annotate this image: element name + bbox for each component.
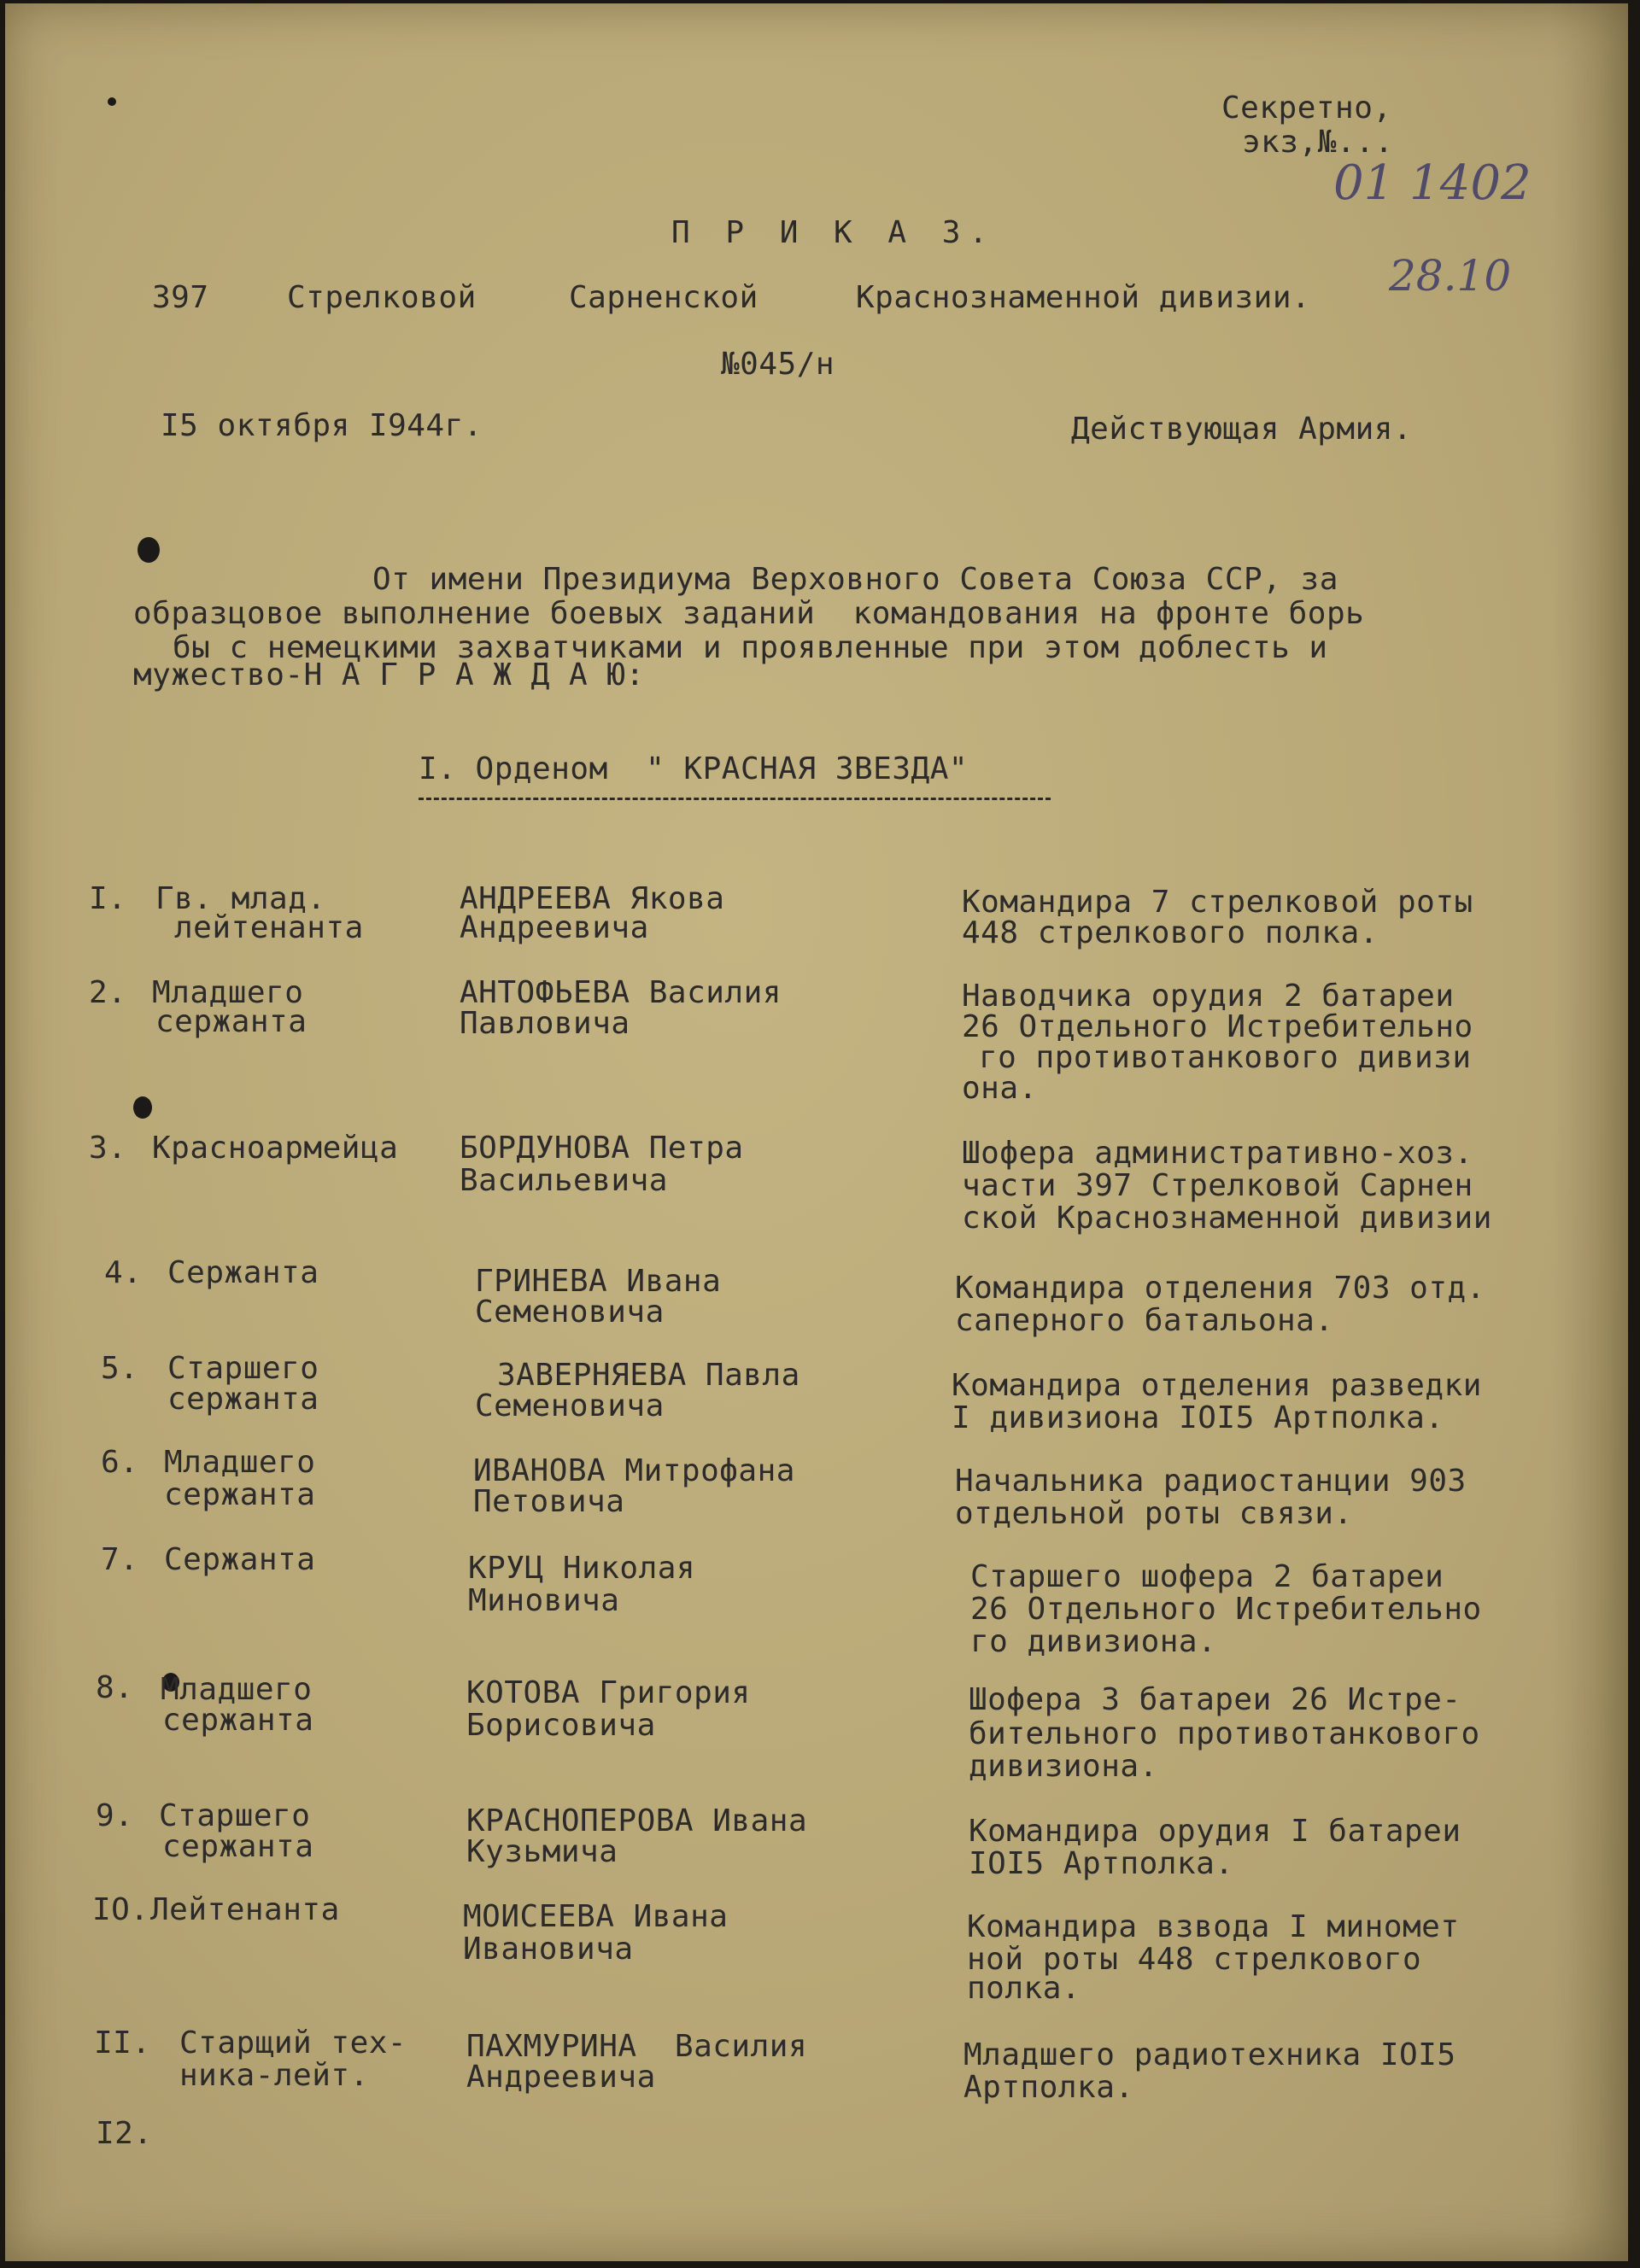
award-name-line: Миновича	[468, 1583, 620, 1618]
award-rank-line: лейтенанта	[174, 910, 364, 945]
award-number: 6.	[101, 1445, 139, 1480]
award-position-line: Командира орудия I батареи	[969, 1814, 1461, 1849]
award-rank-line: сержанта	[162, 1703, 314, 1738]
award-number: 5.	[101, 1351, 139, 1386]
award-number: IO.	[92, 1892, 149, 1927]
award-rank-line: Старщий тех-	[179, 2025, 407, 2060]
award-rank-line: сержанта	[164, 1477, 316, 1512]
order-date: I5 октября I944г.	[161, 408, 483, 443]
award-name-line: КРУЦ Николая	[468, 1551, 696, 1586]
award-position-line: Командира отделения разведки	[952, 1368, 1482, 1403]
award-name-line: АНДРЕЕВА Якова	[460, 881, 725, 916]
award-position-line: Артполка.	[964, 2070, 1134, 2105]
award-position-line: ской Краснознаменной дивизии	[962, 1201, 1492, 1236]
award-position-line: Наводчика орудия 2 батареи	[962, 979, 1455, 1014]
award-rank-line: Гв. млад.	[155, 881, 326, 916]
award-number: 9.	[96, 1798, 134, 1833]
award-position-line: саперного батальона.	[955, 1303, 1334, 1338]
award-rank-line: Сержанта	[167, 1255, 319, 1290]
award-name-line: КРАСНОПЕРОВА Ивана	[466, 1803, 808, 1838]
award-number: I.	[89, 881, 127, 916]
preamble-line-3: бы с немецкими захватчиками и проявленные при этом доблесть и	[173, 630, 1328, 665]
order-place: Действующая Армия.	[1071, 412, 1413, 447]
section-heading-underline	[419, 798, 1051, 800]
award-rank-line: сержанта	[162, 1829, 314, 1864]
division-word-3: Краснознаменной дивизии.	[856, 280, 1311, 315]
award-rank-line: Младшего	[161, 1672, 313, 1707]
award-name-line: БОРДУНОВА Петра	[460, 1131, 744, 1166]
award-rank-line: сержанта	[167, 1382, 319, 1417]
award-name-line: Андреевича	[460, 910, 649, 945]
award-position-line: го противотанкового дивизи	[979, 1040, 1472, 1075]
award-position-line: Командира взвода I миномет	[967, 1909, 1460, 1944]
award-position-line: Командира 7 стрелковой роты	[962, 885, 1473, 920]
award-position-line: IOI5 Артполка.	[969, 1846, 1234, 1881]
award-name-line: Семеновича	[475, 1388, 665, 1423]
award-position-line: полка.	[967, 1971, 1081, 2006]
award-position-line: го дивизиона.	[970, 1624, 1217, 1659]
award-position-line: Младшего радиотехника IOI5	[964, 2037, 1456, 2072]
award-name-line: ПАХМУРИНА Василия	[466, 2029, 808, 2064]
award-name-line: КОТОВА Григория	[466, 1675, 751, 1710]
handwritten-date: 28.10	[1389, 251, 1512, 301]
award-position-line: части 397 Стрелковой Сарнен	[962, 1168, 1473, 1203]
award-number: 4.	[104, 1255, 143, 1290]
award-name-line: ГРИНЕВА Ивана	[475, 1264, 722, 1299]
award-number: 7.	[101, 1542, 139, 1577]
award-name-line: ИВАНОВА Митрофана	[473, 1453, 795, 1488]
award-name-line: Семеновича	[475, 1295, 665, 1330]
award-name-line: Петовича	[473, 1484, 625, 1519]
classification-line-1: Секретно,	[1221, 91, 1392, 126]
award-name-line: Ивановича	[463, 1932, 634, 1967]
award-rank-line: Лейтенанта	[150, 1892, 340, 1927]
award-position-line: дивизиона.	[969, 1749, 1158, 1784]
award-name-line: АНТОФЬЕВА Василия	[460, 975, 782, 1010]
preamble-line-2: образцовое выполнение боевых заданий командования на фронте борь	[133, 596, 1365, 631]
award-position-line: 26 Отдельного Истребительно	[970, 1592, 1482, 1627]
award-number: 2.	[89, 975, 127, 1010]
award-name-line: Андреевича	[466, 2060, 656, 2095]
award-name-line: МОИСЕЕВА Ивана	[463, 1899, 729, 1934]
award-position-line: 26 Отдельного Истребительно	[962, 1009, 1473, 1044]
award-rank-line: Старшего	[159, 1798, 311, 1833]
handwritten-register-number: 01 1402	[1333, 155, 1532, 211]
division-number: 397	[152, 280, 209, 315]
award-name-line: Кузьмича	[466, 1834, 618, 1869]
award-number: II.	[94, 2025, 151, 2060]
award-position-line: ной роты 448 стрелкового	[967, 1942, 1422, 1977]
division-word-1: Стрелковой	[287, 280, 477, 315]
ink-blot	[133, 1096, 152, 1119]
award-position-line: Шофера 3 батареи 26 Истре-	[969, 1682, 1461, 1717]
award-rank-line: Сержанта	[164, 1542, 316, 1577]
classification-line-2: экз,№...	[1242, 125, 1394, 160]
award-name-line: Борисовича	[466, 1708, 656, 1743]
division-word-2: Сарненской	[569, 280, 758, 315]
award-position-line: она.	[962, 1071, 1038, 1106]
award-rank-line: Младшего	[164, 1445, 316, 1480]
award-position-line: отдельной роты связи.	[955, 1496, 1353, 1531]
document-page	[5, 3, 1628, 2261]
award-position-line: бительного противотанкового	[969, 1716, 1480, 1751]
award-position-line: Старшего шофера 2 батареи	[970, 1559, 1444, 1594]
award-rank-line: Красноармейца	[152, 1131, 399, 1166]
award-name-line: Павловича	[460, 1006, 630, 1041]
award-rank-line: Младшего	[152, 975, 304, 1010]
award-rank-line: сержанта	[155, 1004, 308, 1039]
award-position-line: I дивизиона IOI5 Артполка.	[952, 1400, 1444, 1435]
award-position-line: 448 стрелкового полка.	[962, 915, 1379, 950]
preamble-line-1: От имени Президиума Верховного Совета Союза ССР, за	[372, 562, 1338, 597]
page-title: П Р И К А З.	[671, 215, 997, 250]
award-position-line: Командира отделения 703 отд.	[955, 1271, 1485, 1306]
award-name-line: ЗАВЕРНЯЕВА Павла	[497, 1358, 800, 1393]
award-position-line: Начальника радиостанции 903	[955, 1464, 1467, 1499]
ink-blot	[108, 97, 116, 106]
ink-blot	[138, 537, 160, 563]
award-name-line: Васильевича	[460, 1163, 668, 1198]
award-position-line: Шофера административно-хоз.	[962, 1136, 1473, 1171]
award-number: 8.	[96, 1670, 134, 1705]
award-number: 3.	[89, 1131, 127, 1166]
award-rank-line: ника-лейт.	[179, 2058, 369, 2093]
preamble-line-4: мужество-Н А Г Р А Ж Д А Ю:	[133, 658, 645, 693]
award-rank-line: Старшего	[167, 1351, 319, 1386]
section-heading: I. Орденом " КРАСНАЯ ЗВЕЗДА"	[419, 751, 969, 786]
award-number-next: I2.	[96, 2116, 153, 2151]
order-number: №045/н	[721, 347, 835, 382]
